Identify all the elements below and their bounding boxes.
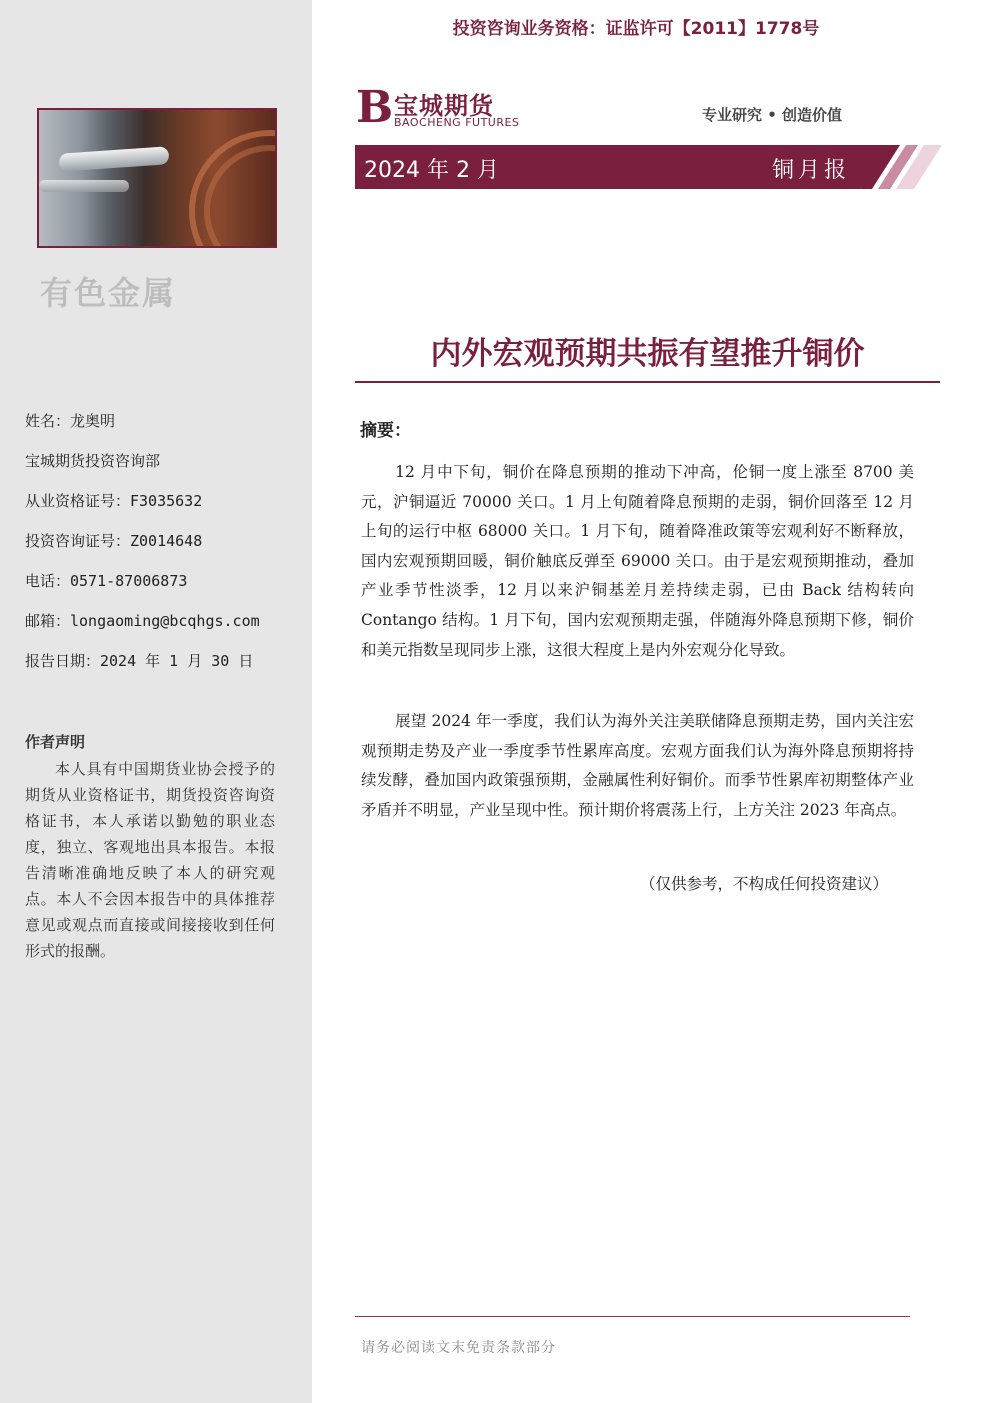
footer-disclaimer: 请务必阅读文末免责条款部分	[361, 1340, 556, 1356]
report-date: 报告日期：2024 年 1 月 30 日	[25, 652, 254, 670]
declaration-title: 作者声明	[25, 733, 86, 751]
footer-divider	[355, 1316, 910, 1317]
consulting-license-number: 投资咨询证号：Z0014648	[25, 532, 203, 550]
logo-mark-icon: B	[356, 82, 394, 133]
report-type: 铜月报	[772, 158, 851, 183]
logo-chinese-name: 宝城期货	[394, 92, 494, 120]
qualification-number: 从业资格证号：F3035632	[25, 492, 203, 510]
sector-label: 有色金属	[40, 274, 177, 312]
license-statement: 投资咨询业务资格：证监许可【2011】1778号	[452, 19, 820, 39]
sidebar	[0, 0, 312, 1403]
declaration-body: 本人具有中国期货业协会授予的期货从业资格证书，期货投资咨询资格证书，本人承诺以勤勉的职业态度，独立、客观地出具本报告。本报告清晰准确地反映了本人的研究观点。本人不会因本报告中的具体推荐意见或观点而直接或间接接收到任何形式的报酬。	[25, 760, 275, 960]
analyst-name: 姓名：龙奥明	[25, 412, 116, 430]
metal-rod-shape	[59, 146, 170, 172]
headline-divider	[355, 381, 940, 383]
logo-english-name: BAOCHENG FUTURES	[394, 116, 520, 129]
abstract-paragraph-2: 展望 2024 年一季度，我们认为海外关注美联储降息预期走势，国内关注宏观预期走势及产业一季度季节性累库高度。宏观方面我们认为海外降息预期将持续发酵，叠加国内政策强预期，金融属性利好铜价。而季节性累库初期整体产业矛盾并不明显，产业呈现中性。预计期价将震荡上行，上方关注 2023 年高点。	[361, 712, 914, 819]
email[interactable]: 邮箱：longaoming@bcqhgs.com	[25, 612, 260, 630]
cover-photo	[37, 108, 277, 248]
phone: 电话：0571-87006873	[25, 572, 188, 590]
abstract-paragraph-1: 12 月中下旬，铜价在降息预期的推动下冲高，伦铜一度上涨至 8700 美元，沪铜逼近 70000 关口。1 月上旬随着降息预期的走弱，铜价回落至 12 月上旬的运行中枢 68000 关口。1 月下旬，随着降准政策等宏观利好不断释放，国内宏观预期回暖，铜价触底反弹至 69000 关口。由于是宏观预期推动，叠加产业季节性淡季，12 月以来沪铜基差月差持续走弱，已由 Back 结构转向 Contango 结构。1 月下旬，国内宏观预期走强，伴随海外降息预期下修，铜价和美元指数呈现同步上涨，这很大程度上是内外宏观分化导致。	[361, 463, 914, 659]
banner-stripes-icon	[860, 145, 942, 189]
report-headline: 内外宏观预期共振有望推升铜价	[430, 336, 865, 372]
slogan: 专业研究 • 创造价值	[702, 106, 843, 124]
banner-date: 2024 年 2 月	[364, 158, 499, 183]
department: 宝城期货投资咨询部	[25, 452, 161, 470]
company-logo	[356, 82, 526, 133]
investment-disclaimer-note: （仅供参考，不构成任何投资建议）	[640, 875, 889, 893]
abstract-label: 摘要：	[360, 421, 411, 441]
metal-rod-shape	[39, 180, 129, 192]
